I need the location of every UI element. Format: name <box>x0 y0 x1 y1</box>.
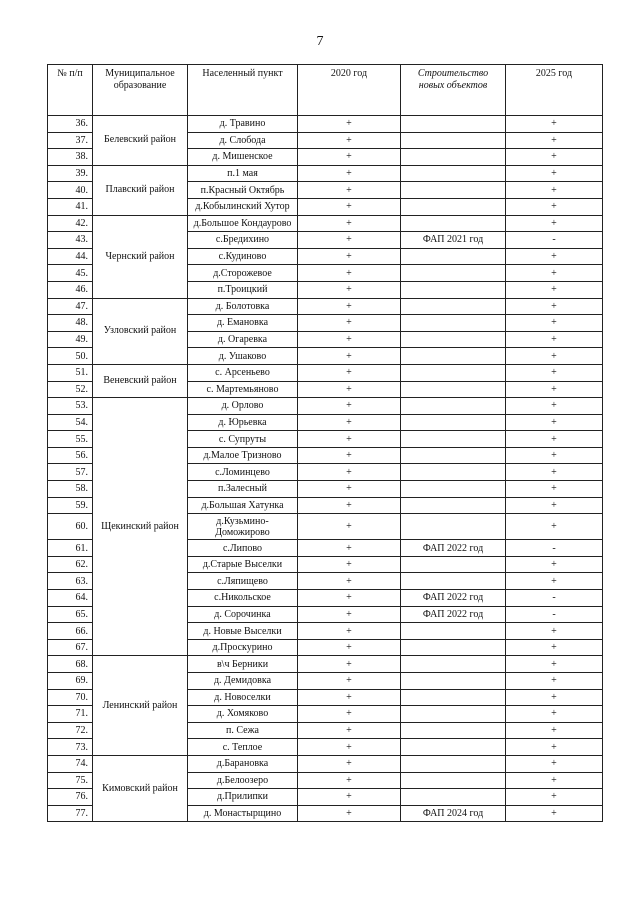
row-number: 71. <box>48 706 93 723</box>
status-2025-cell: + <box>506 772 603 789</box>
construction-cell <box>401 298 506 315</box>
status-2025-cell: + <box>506 755 603 772</box>
status-2020-cell: + <box>298 265 401 282</box>
status-2025-cell: + <box>506 464 603 481</box>
construction-cell <box>401 623 506 640</box>
construction-cell <box>401 215 506 232</box>
status-2025-cell: + <box>506 706 603 723</box>
page-number: 7 <box>316 34 324 49</box>
table-row <box>48 656 603 673</box>
district-cell: Чернский район <box>93 215 188 298</box>
settlement-cell: с.Липово <box>188 540 298 557</box>
status-2020-cell: + <box>298 639 401 656</box>
row-number: 54. <box>48 414 93 431</box>
construction-cell <box>401 149 506 166</box>
status-2020-cell: + <box>298 481 401 498</box>
table-row <box>48 165 603 182</box>
status-2020-cell: + <box>298 755 401 772</box>
settlement-cell: с.Никольское <box>188 590 298 607</box>
row-number: 61. <box>48 540 93 557</box>
status-2025-cell: + <box>506 364 603 381</box>
status-2025-cell: + <box>506 149 603 166</box>
status-2025-cell: + <box>506 132 603 149</box>
status-2025-cell: + <box>506 447 603 464</box>
construction-cell <box>401 755 506 772</box>
construction-cell <box>401 497 506 514</box>
status-2025-cell: + <box>506 198 603 215</box>
settlement-cell: д. Юрьевка <box>188 414 298 431</box>
status-2020-cell: + <box>298 772 401 789</box>
row-number: 53. <box>48 398 93 415</box>
status-2020-cell: + <box>298 281 401 298</box>
status-2025-cell: + <box>506 281 603 298</box>
construction-cell <box>401 722 506 739</box>
status-2020-cell: + <box>298 348 401 365</box>
status-2020-cell: + <box>298 381 401 398</box>
header-municipality: Муниципальное образование <box>93 65 188 116</box>
status-2025-cell: + <box>506 573 603 590</box>
construction-cell <box>401 248 506 265</box>
status-2020-cell: + <box>298 298 401 315</box>
table-row <box>48 215 603 232</box>
status-2020-cell: + <box>298 590 401 607</box>
row-number: 45. <box>48 265 93 282</box>
status-2025-cell: + <box>506 315 603 332</box>
header-settlement: Населенный пункт <box>188 65 298 116</box>
status-2025-cell: + <box>506 414 603 431</box>
district-cell: Узловский район <box>93 298 188 364</box>
row-number: 62. <box>48 556 93 573</box>
settlements-table <box>47 64 603 822</box>
settlement-cell: д. Демидовка <box>188 673 298 690</box>
status-2025-cell: + <box>506 789 603 806</box>
settlement-cell: с. Мартемьяново <box>188 381 298 398</box>
settlement-cell: с. Теплое <box>188 739 298 756</box>
construction-cell <box>401 381 506 398</box>
row-number: 68. <box>48 656 93 673</box>
settlement-cell: д. Огаревка <box>188 331 298 348</box>
status-2020-cell: + <box>298 331 401 348</box>
header-construction: Строительство новых объектов <box>401 65 506 116</box>
status-2020-cell: + <box>298 414 401 431</box>
construction-cell: ФАП 2022 год <box>401 590 506 607</box>
construction-cell <box>401 198 506 215</box>
construction-cell: ФАП 2024 год <box>401 805 506 822</box>
table-row <box>48 298 603 315</box>
settlement-cell: д.Старые Выселки <box>188 556 298 573</box>
row-number: 36. <box>48 116 93 133</box>
status-2020-cell: + <box>298 706 401 723</box>
settlement-cell: д.Белоозеро <box>188 772 298 789</box>
construction-cell <box>401 116 506 133</box>
construction-cell <box>401 464 506 481</box>
settlement-cell: с.Бредихино <box>188 232 298 249</box>
construction-cell <box>401 364 506 381</box>
table-row <box>48 364 603 381</box>
row-number: 75. <box>48 772 93 789</box>
construction-cell <box>401 331 506 348</box>
construction-cell <box>401 573 506 590</box>
status-2020-cell: + <box>298 116 401 133</box>
row-number: 43. <box>48 232 93 249</box>
status-2025-cell: - <box>506 232 603 249</box>
status-2020-cell: + <box>298 431 401 448</box>
row-number: 72. <box>48 722 93 739</box>
district-cell: Плавский район <box>93 165 188 215</box>
settlement-cell: д. Ушаково <box>188 348 298 365</box>
settlement-cell: д. Орлово <box>188 398 298 415</box>
construction-cell <box>401 556 506 573</box>
status-2025-cell: + <box>506 497 603 514</box>
row-number: 77. <box>48 805 93 822</box>
construction-cell <box>401 447 506 464</box>
row-number: 64. <box>48 590 93 607</box>
status-2020-cell: + <box>298 556 401 573</box>
district-cell: Ленинский район <box>93 656 188 756</box>
row-number: 63. <box>48 573 93 590</box>
row-number: 76. <box>48 789 93 806</box>
status-2025-cell: + <box>506 431 603 448</box>
construction-cell <box>401 165 506 182</box>
status-2025-cell: - <box>506 540 603 557</box>
construction-cell <box>401 265 506 282</box>
row-number: 44. <box>48 248 93 265</box>
status-2025-cell: + <box>506 739 603 756</box>
construction-cell <box>401 132 506 149</box>
row-number: 57. <box>48 464 93 481</box>
row-number: 38. <box>48 149 93 166</box>
settlement-cell: п.1 мая <box>188 165 298 182</box>
settlement-cell: с.Кудиново <box>188 248 298 265</box>
row-number: 50. <box>48 348 93 365</box>
status-2020-cell: + <box>298 182 401 199</box>
status-2025-cell: + <box>506 689 603 706</box>
settlement-cell: д. Травино <box>188 116 298 133</box>
status-2025-cell: + <box>506 805 603 822</box>
status-2025-cell: + <box>506 215 603 232</box>
status-2020-cell: + <box>298 447 401 464</box>
construction-cell <box>401 689 506 706</box>
status-2020-cell: + <box>298 464 401 481</box>
row-number: 67. <box>48 639 93 656</box>
status-2025-cell: + <box>506 381 603 398</box>
settlement-cell: в\ч Берники <box>188 656 298 673</box>
construction-cell <box>401 772 506 789</box>
status-2025-cell: + <box>506 514 603 540</box>
status-2025-cell: + <box>506 331 603 348</box>
status-2020-cell: + <box>298 656 401 673</box>
construction-cell <box>401 481 506 498</box>
settlement-cell: д.Сторожевое <box>188 265 298 282</box>
status-2020-cell: + <box>298 623 401 640</box>
status-2020-cell: + <box>298 789 401 806</box>
construction-cell: ФАП 2022 год <box>401 606 506 623</box>
settlement-cell: д.Малое Тризново <box>188 447 298 464</box>
settlement-cell: д.Кузьмино-Доможирово <box>188 514 298 540</box>
construction-cell <box>401 789 506 806</box>
row-number: 41. <box>48 198 93 215</box>
status-2025-cell: + <box>506 298 603 315</box>
status-2020-cell: + <box>298 132 401 149</box>
status-2025-cell: + <box>506 248 603 265</box>
status-2020-cell: + <box>298 198 401 215</box>
row-number: 59. <box>48 497 93 514</box>
construction-cell <box>401 348 506 365</box>
status-2020-cell: + <box>298 149 401 166</box>
construction-cell: ФАП 2022 год <box>401 540 506 557</box>
settlement-cell: д. Емановка <box>188 315 298 332</box>
row-number: 40. <box>48 182 93 199</box>
status-2025-cell: + <box>506 398 603 415</box>
status-2020-cell: + <box>298 514 401 540</box>
settlement-cell: с. Супруты <box>188 431 298 448</box>
settlement-cell: с. Арсеньево <box>188 364 298 381</box>
row-number: 74. <box>48 755 93 772</box>
construction-cell <box>401 431 506 448</box>
status-2020-cell: + <box>298 540 401 557</box>
row-number: 42. <box>48 215 93 232</box>
row-number: 46. <box>48 281 93 298</box>
row-number: 60. <box>48 514 93 540</box>
header-2020: 2020 год <box>298 65 401 116</box>
settlement-cell: д.Прилипки <box>188 789 298 806</box>
status-2025-cell: + <box>506 165 603 182</box>
status-2020-cell: + <box>298 315 401 332</box>
status-2025-cell: + <box>506 623 603 640</box>
row-number: 58. <box>48 481 93 498</box>
status-2025-cell: - <box>506 606 603 623</box>
header-number: № п/п <box>48 65 93 116</box>
settlement-cell: д. Мишенское <box>188 149 298 166</box>
settlement-cell: д.Барановка <box>188 755 298 772</box>
settlement-cell: д. Слобода <box>188 132 298 149</box>
status-2020-cell: + <box>298 739 401 756</box>
row-number: 65. <box>48 606 93 623</box>
status-2020-cell: + <box>298 722 401 739</box>
row-number: 49. <box>48 331 93 348</box>
settlement-cell: д.Кобылинский Хутор <box>188 198 298 215</box>
construction-cell <box>401 398 506 415</box>
construction-cell <box>401 639 506 656</box>
table-row <box>48 116 603 133</box>
status-2020-cell: + <box>298 364 401 381</box>
status-2025-cell: + <box>506 673 603 690</box>
settlement-cell: д.Проскурино <box>188 639 298 656</box>
construction-cell: ФАП 2021 год <box>401 232 506 249</box>
status-2020-cell: + <box>298 573 401 590</box>
status-2020-cell: + <box>298 215 401 232</box>
construction-cell <box>401 706 506 723</box>
settlement-cell: д. Монастырщино <box>188 805 298 822</box>
settlement-cell: д.Большое Кондаурово <box>188 215 298 232</box>
settlement-cell: п. Сежа <box>188 722 298 739</box>
status-2025-cell: + <box>506 656 603 673</box>
district-cell: Кимовский район <box>93 755 188 821</box>
row-number: 39. <box>48 165 93 182</box>
settlement-cell: п.Троицкий <box>188 281 298 298</box>
status-2020-cell: + <box>298 248 401 265</box>
status-2025-cell: + <box>506 556 603 573</box>
district-cell: Белевский район <box>93 116 188 166</box>
status-2025-cell: + <box>506 182 603 199</box>
settlement-cell: д. Новоселки <box>188 689 298 706</box>
status-2025-cell: + <box>506 722 603 739</box>
status-2020-cell: + <box>298 805 401 822</box>
header-2025: 2025 год <box>506 65 603 116</box>
settlement-cell: с.Ломинцево <box>188 464 298 481</box>
status-2020-cell: + <box>298 606 401 623</box>
table-body <box>48 116 603 822</box>
settlement-cell: п.Красный Октябрь <box>188 182 298 199</box>
row-number: 56. <box>48 447 93 464</box>
construction-cell <box>401 281 506 298</box>
construction-cell <box>401 182 506 199</box>
row-number: 69. <box>48 673 93 690</box>
status-2025-cell: + <box>506 481 603 498</box>
status-2020-cell: + <box>298 232 401 249</box>
settlement-cell: д. Хомяково <box>188 706 298 723</box>
settlement-cell: с.Ляпищево <box>188 573 298 590</box>
status-2020-cell: + <box>298 165 401 182</box>
status-2025-cell: - <box>506 590 603 607</box>
construction-cell <box>401 656 506 673</box>
construction-cell <box>401 514 506 540</box>
construction-cell <box>401 414 506 431</box>
table-row <box>48 755 603 772</box>
construction-cell <box>401 739 506 756</box>
status-2020-cell: + <box>298 673 401 690</box>
status-2020-cell: + <box>298 497 401 514</box>
status-2025-cell: + <box>506 265 603 282</box>
row-number: 66. <box>48 623 93 640</box>
construction-cell <box>401 315 506 332</box>
row-number: 37. <box>48 132 93 149</box>
row-number: 48. <box>48 315 93 332</box>
settlement-cell: п.Залесный <box>188 481 298 498</box>
row-number: 73. <box>48 739 93 756</box>
district-cell: Щекинский район <box>93 398 188 656</box>
row-number: 51. <box>48 364 93 381</box>
status-2025-cell: + <box>506 639 603 656</box>
district-cell: Веневский район <box>93 364 188 397</box>
construction-cell <box>401 673 506 690</box>
status-2025-cell: + <box>506 348 603 365</box>
row-number: 52. <box>48 381 93 398</box>
table-header-row <box>48 65 603 116</box>
settlement-cell: д. Новые Выселки <box>188 623 298 640</box>
row-number: 47. <box>48 298 93 315</box>
status-2025-cell: + <box>506 116 603 133</box>
status-2020-cell: + <box>298 689 401 706</box>
settlement-cell: д.Большая Хатунка <box>188 497 298 514</box>
table-row <box>48 398 603 415</box>
settlement-cell: д. Сорочинка <box>188 606 298 623</box>
row-number: 70. <box>48 689 93 706</box>
status-2020-cell: + <box>298 398 401 415</box>
settlement-cell: д. Болотовка <box>188 298 298 315</box>
row-number: 55. <box>48 431 93 448</box>
